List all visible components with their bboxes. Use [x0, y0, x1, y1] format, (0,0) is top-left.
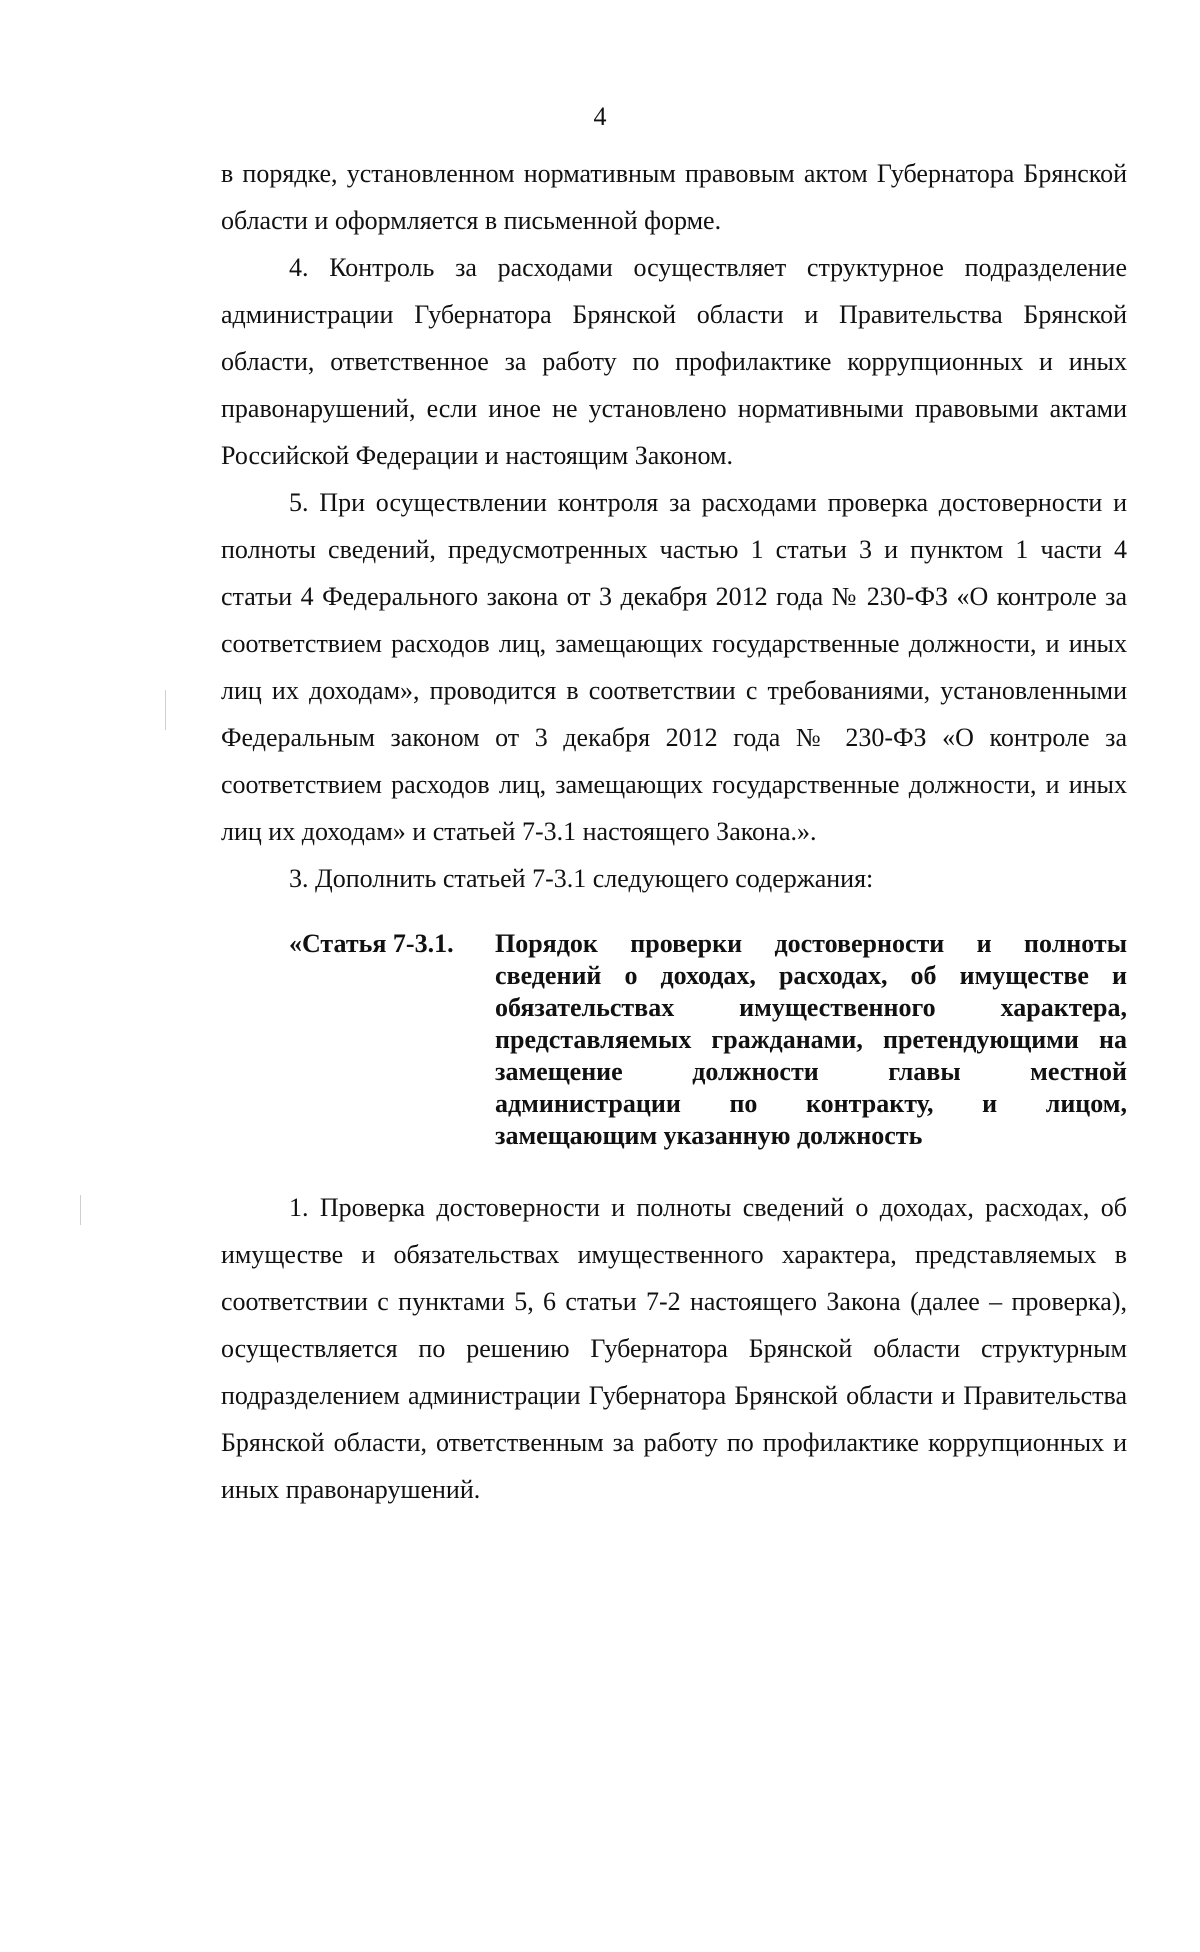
page-number: 4	[593, 102, 607, 131]
scan-artifact-line	[80, 1195, 81, 1225]
paragraph-continuation: в порядке, установленном нормативным правовым актом Губернатора Брянской области и оформляется в письменной форме.	[221, 159, 1127, 235]
article-heading	[221, 928, 1127, 1152]
scan-artifact-line	[165, 690, 166, 730]
paragraph-item-4: 4. Контроль за расходами осуществляет структурное подразделение администрации Губернатора Брянской области и Правительства Брянской области, ответственное за работу по профилактике коррупционных и иных правонарушений, если иное не установлено нормативными правовыми актами Российской Федерации и настоящим Законом.	[221, 253, 1127, 470]
paragraph-amendment-3: 3. Дополнить статьей 7-3.1 следующего содержания:	[289, 864, 874, 893]
article-title: Порядок проверки достоверности и полноты сведений о доходах, расходах, об имуществе и обязательствах имущественного характера, представляемых гражданами, претендующими на замещение должности главы местной администрации по контракту, и лицом, замещающим указанную должность	[495, 929, 1127, 1150]
paragraph-item-5: 5. При осуществлении контроля за расходами проверка достоверности и полноты сведений, предусмотренных частью 1 статьи 3 и пунктом 1 части 4 статьи 4 Федерального закона от 3 декабря 2012 года № 230-ФЗ «О контроле за соответствием расходов лиц, замещающих государственные должности, и иных лиц их доходам», проводится в соответствии с требованиями, установленными Федеральным законом от 3 декабря 2012 года № 230-ФЗ «О контроле за соответствием расходов лиц, замещающих государственные должности, и иных лиц их доходам» и статьей 7-3.1 настоящего Закона.».	[221, 488, 1127, 846]
article-paragraph-1: 1. Проверка достоверности и полноты сведений о доходах, расходах, об имуществе и обязательствах имущественного характера, представляемых в соответствии с пунктами 5, 6 статьи 7-2 настоящего Закона (далее – проверка), осуществляется по решению Губернатора Брянской области структурным подразделением администрации Губернатора Брянской области и Правительства Брянской области, ответственным за работу по профилактике коррупционных и иных правонарушений.	[221, 1193, 1127, 1504]
document-body	[221, 150, 1127, 1513]
article-label: «Статья 7-3.1.	[289, 929, 454, 958]
